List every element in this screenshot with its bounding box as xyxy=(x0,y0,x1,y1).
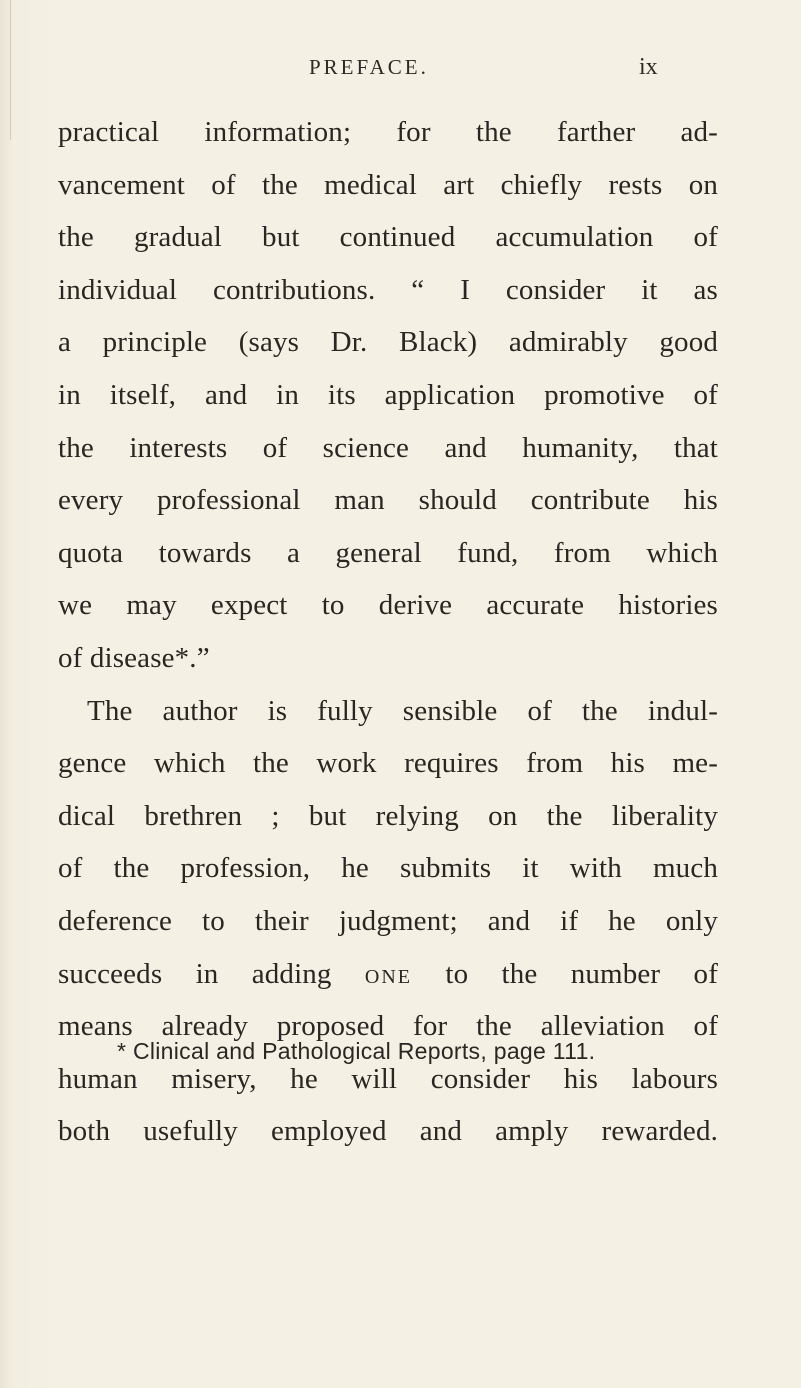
text-line: quota towards a general fund, from which xyxy=(58,536,718,569)
running-title: PREFACE. xyxy=(309,55,429,79)
text-line: deference to their judgment; and if he only xyxy=(58,904,718,937)
text-line-paragraph-start: The author is fully sensible of the indul- xyxy=(87,694,718,727)
text-line: gence which the work requires from his me- xyxy=(58,747,718,780)
text-line: individual contributions. “ I consider it as xyxy=(58,273,718,306)
text-line: we may expect to derive accurate histories xyxy=(58,589,718,622)
text-line: human misery, he will consider his labours xyxy=(58,1062,718,1095)
text-line: the gradual but continued accumulation of xyxy=(58,221,718,254)
text-line: in itself, and in its application promotive of xyxy=(58,378,718,411)
text-line: a principle (says Dr. Black) admirably good xyxy=(58,326,718,359)
line-segment-before: succeeds in adding xyxy=(58,957,332,990)
text-line: every professional man should contribute his xyxy=(58,484,718,517)
footnote: * Clinical and Pathological Reports, page 111. xyxy=(117,1038,596,1064)
running-head xyxy=(0,52,801,82)
text-line: both usefully employed and amply rewarded. xyxy=(58,1115,718,1148)
text-line: of the profession, he submits it with much xyxy=(58,852,718,885)
text-line: vancement of the medical art chiefly rests on xyxy=(58,168,718,201)
line-segment-after: to the number of xyxy=(445,957,718,990)
text-line-paragraph-end: of disease*.” xyxy=(58,641,210,674)
text-line: means already proposed for the alleviation of xyxy=(58,1010,718,1043)
text-line: dical brethren ; but relying on the liberality xyxy=(58,799,718,832)
page-number: ix xyxy=(639,54,658,80)
text-line: the interests of science and humanity, that xyxy=(58,431,718,464)
small-caps-word: one xyxy=(364,957,413,990)
body-text xyxy=(58,106,718,1158)
text-line-with-small-caps xyxy=(58,948,718,1001)
text-line: practical information; for the farther ad- xyxy=(58,116,718,148)
